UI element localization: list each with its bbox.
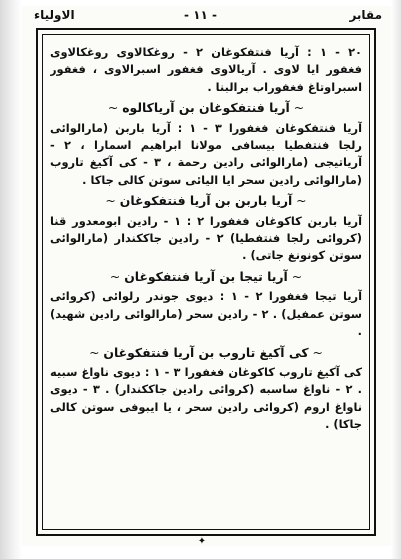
ornament-right: ~ <box>105 193 120 209</box>
paragraph: کی آکیغ تاروب کاکوغان فغفورا ۳ - ۱ : دیوی ناواغ سبیه . ۲ - ناواغ ساسبه (کروائی رادین جاککندار) . ۳ - دیوی ناواغ اروم (کروائی رادین سحر ، یا ایبوفی سوتن کالی جاکا) . <box>50 364 362 432</box>
paragraph: آریا تیجا فغفورا ۲ - ۱ : دیوی جوندر رلوائی (کروائی سوتن عمفیل) . ۲ - رادین سحر (مارالوائی رادین شهید) . <box>50 289 362 339</box>
ornament-left: ~ <box>308 344 323 360</box>
section-heading-text: آریا باربن بن آریا فنتفکوغان <box>119 193 293 209</box>
running-header <box>34 8 384 26</box>
section-heading <box>50 268 362 285</box>
section-heading-text: آریا تیجا بن آریا فنتفکوغان <box>124 268 288 284</box>
paragraph: آریا باربن کاکوغان فغفورا ۲ : ۱ - رادین ابومعدور قنا (کروائی رلجا فنتفطیا) ۲ - رادین جاککندار (مارالوائی سوتن کونونغ جاتی) . <box>50 213 362 263</box>
section-heading <box>50 192 362 209</box>
page-number: - ۱۱ - <box>184 8 217 22</box>
section-heading-text: کی آکیغ تاروب بن آریا فنتفکوغان <box>103 344 309 360</box>
header-title-left: الاولیاء <box>34 8 75 22</box>
page-edge <box>391 0 401 559</box>
paragraph: ۲۰ - ۱ : آریا فنتفکوغان ۲ - روغکالاوی روغکالاوی فغفور ایا لاوی . آریالاوی فغفور اسبرالاوی ، فغفور اسبراوتاغ فغفوراب برالبنا . <box>50 45 362 94</box>
ornament-left: ~ <box>287 268 303 284</box>
header-title-right: مقابر <box>349 8 382 22</box>
ornament-right: ~ <box>107 100 123 116</box>
ornament-right: ~ <box>109 268 125 284</box>
book-spine-shadow <box>0 0 22 559</box>
paragraph: آریا فنتفکوغان فغفورا ۳ - ۱ : آریا باربن (مارالوائی رلجا فنتفطیا بیسافی مولانا ابراهیم اسمارا ، ۲ - آریاتیجی (مارالوائی رادین رحمة ، ۳ - کی آکیغ تاروب (مارالوائی رادین سحر ایا الیائی سوتن کالی جاکا . <box>50 120 362 187</box>
section-heading <box>50 99 362 116</box>
page-body <box>50 44 362 524</box>
section-heading <box>50 344 362 361</box>
ornament-right: ~ <box>89 344 104 360</box>
bottom-ornament: ✦ <box>197 536 207 547</box>
section-heading-text: آریا فنتفکوغان بن آریاکالوه <box>122 100 290 116</box>
ornament-left: ~ <box>292 193 307 209</box>
ornament-left: ~ <box>289 100 305 116</box>
